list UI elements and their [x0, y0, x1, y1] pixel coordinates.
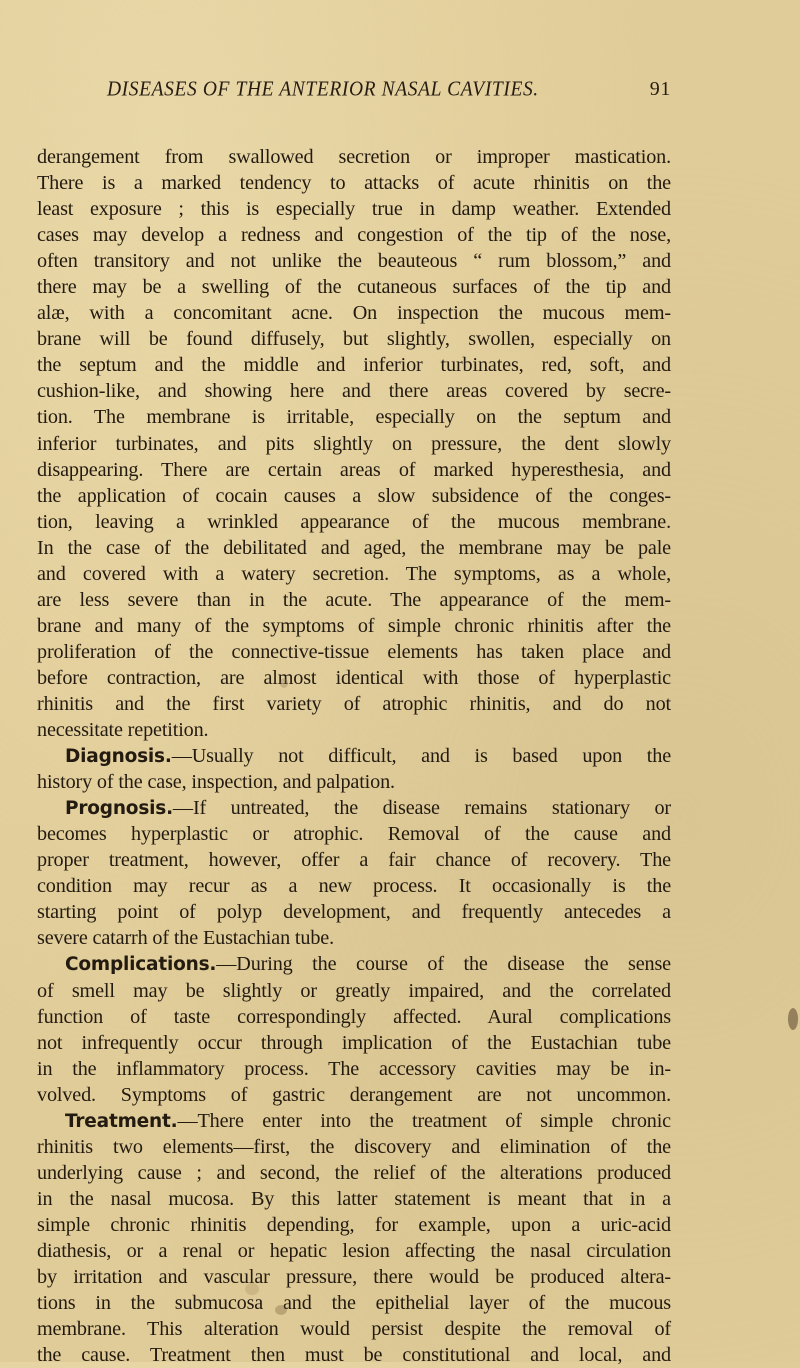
text-line: alæ, with a concomitant acne. On inspection the mucous mem- — [37, 302, 671, 325]
paper-blemish — [245, 1283, 259, 1295]
text-line: the application of cocain causes a slow subsidence of the conges- — [37, 484, 671, 507]
text-line: underlying cause ; and second, the relief of the alterations produced — [37, 1161, 671, 1184]
text-line: the septum and the middle and inferior turbinates, red, soft, and — [37, 354, 671, 377]
text-line: the cause. Treatment then must be constitutional and local, and — [37, 1344, 671, 1367]
body-text — [37, 144, 671, 1368]
text-line: diathesis, or a renal or hepatic lesion affecting the nasal circulation — [37, 1239, 671, 1262]
text-line: and covered with a watery secretion. The symptoms, as a whole, — [37, 562, 671, 585]
text-line: derangement from swallowed secretion or improper mastication. — [37, 146, 671, 168]
text-line: inferior turbinates, and pits slightly on pressure, the dent slowly — [37, 432, 671, 455]
text-line: membrane. This alteration would persist despite the removal of — [37, 1318, 671, 1341]
paper-blemish — [280, 678, 288, 688]
text-line: proliferation of the connective-tissue elements has taken place and — [37, 640, 671, 663]
text-line: not infrequently occur through implication of the Eustachian tube — [37, 1031, 671, 1054]
text-line: volved. Symptoms of gastric derangement are not uncommon. — [37, 1083, 671, 1106]
text-line: before contraction, are almost identical with those of hyperplastic — [37, 666, 671, 689]
section-heading-complications: Complications. — [65, 954, 217, 976]
paper-blemish — [275, 1305, 287, 1315]
section-heading-prognosis: Prognosis. — [65, 798, 173, 820]
running-title: DISEASES OF THE ANTERIOR NASAL CAVITIES. — [107, 78, 539, 101]
text-run: —Usually not difficult, and is based upon the — [171, 745, 671, 768]
text-line: tion, leaving a wrinkled appearance of the mucous membrane. — [37, 510, 671, 533]
text-run: —During the course of the disease the sense — [216, 953, 671, 976]
text-run: —There enter into the treatment of simple chronic — [177, 1109, 671, 1132]
text-line: proper treatment, however, offer a fair chance of recovery. The — [37, 849, 671, 872]
text-line: severe catarrh of the Eustachian tube. — [37, 927, 334, 950]
text-line: condition may recur as a new process. It occasionally is the — [37, 875, 671, 898]
text-line: least exposure ; this is especially true in damp weather. Extended — [37, 198, 671, 221]
text-line: brane will be found diffusely, but slightly, swollen, especially on — [37, 328, 671, 351]
text-line: There is a marked tendency to attacks of acute rhinitis on the — [37, 172, 671, 195]
text-line: function of taste correspondingly affected. Aural complications — [37, 1005, 671, 1028]
text-line: by irritation and vascular pressure, there would be produced altera- — [37, 1266, 671, 1289]
section-heading-diagnosis: Diagnosis. — [65, 746, 172, 768]
text-line: are less severe than in the acute. The appearance of the mem- — [37, 588, 671, 611]
text-line: there may be a swelling of the cutaneous surfaces of the tip and — [37, 276, 671, 299]
text-line: becomes hyperplastic or atrophic. Removal of the cause and — [37, 823, 671, 846]
text-line: in the nasal mucosa. By this latter statement is meant that in a — [37, 1187, 671, 1210]
running-head — [107, 78, 671, 108]
text-line: cases may develop a redness and congestion of the tip of the nose, — [37, 224, 671, 247]
text-line: often transitory and not unlike the beauteous “ rum blossom,” and — [37, 250, 671, 273]
section-treatment — [37, 1108, 671, 1134]
section-heading-treatment: Treatment. — [65, 1110, 178, 1132]
text-line: history of the case, inspection, and palpation. — [37, 771, 395, 794]
text-line: rhinitis two elements—first, the discovery and elimination of the — [37, 1135, 671, 1158]
text-line: simple chronic rhinitis depending, for example, upon a uric-acid — [37, 1213, 671, 1236]
text-line: rhinitis and the first variety of atrophic rhinitis, and do not — [37, 692, 671, 715]
text-line: In the case of the debilitated and aged, the membrane may be pale — [37, 536, 671, 559]
text-run: —If untreated, the disease remains stationary or — [172, 797, 671, 820]
section-complications — [37, 951, 671, 977]
text-line: necessitate repetition. — [37, 719, 209, 742]
text-line: disappearing. There are certain areas of marked hyperesthesia, and — [37, 458, 671, 481]
text-line: tions in the submucosa and the epithelial layer of the mucous — [37, 1292, 671, 1315]
page-number: 91 — [649, 78, 671, 100]
section-diagnosis — [37, 743, 671, 769]
text-line: tion. The membrane is irritable, especially on the septum and — [37, 406, 671, 429]
text-line: starting point of polyp development, and frequently antecedes a — [37, 901, 671, 924]
paper-blemish — [788, 1008, 798, 1030]
text-line: in the inflammatory process. The accessory cavities may be in- — [37, 1057, 671, 1080]
text-line: cushion-like, and showing here and there areas covered by secre- — [37, 380, 671, 403]
section-prognosis — [37, 795, 671, 821]
text-line: brane and many of the symptoms of simple chronic rhinitis after the — [37, 614, 671, 637]
text-line: of smell may be slightly or greatly impaired, and the correlated — [37, 979, 671, 1002]
